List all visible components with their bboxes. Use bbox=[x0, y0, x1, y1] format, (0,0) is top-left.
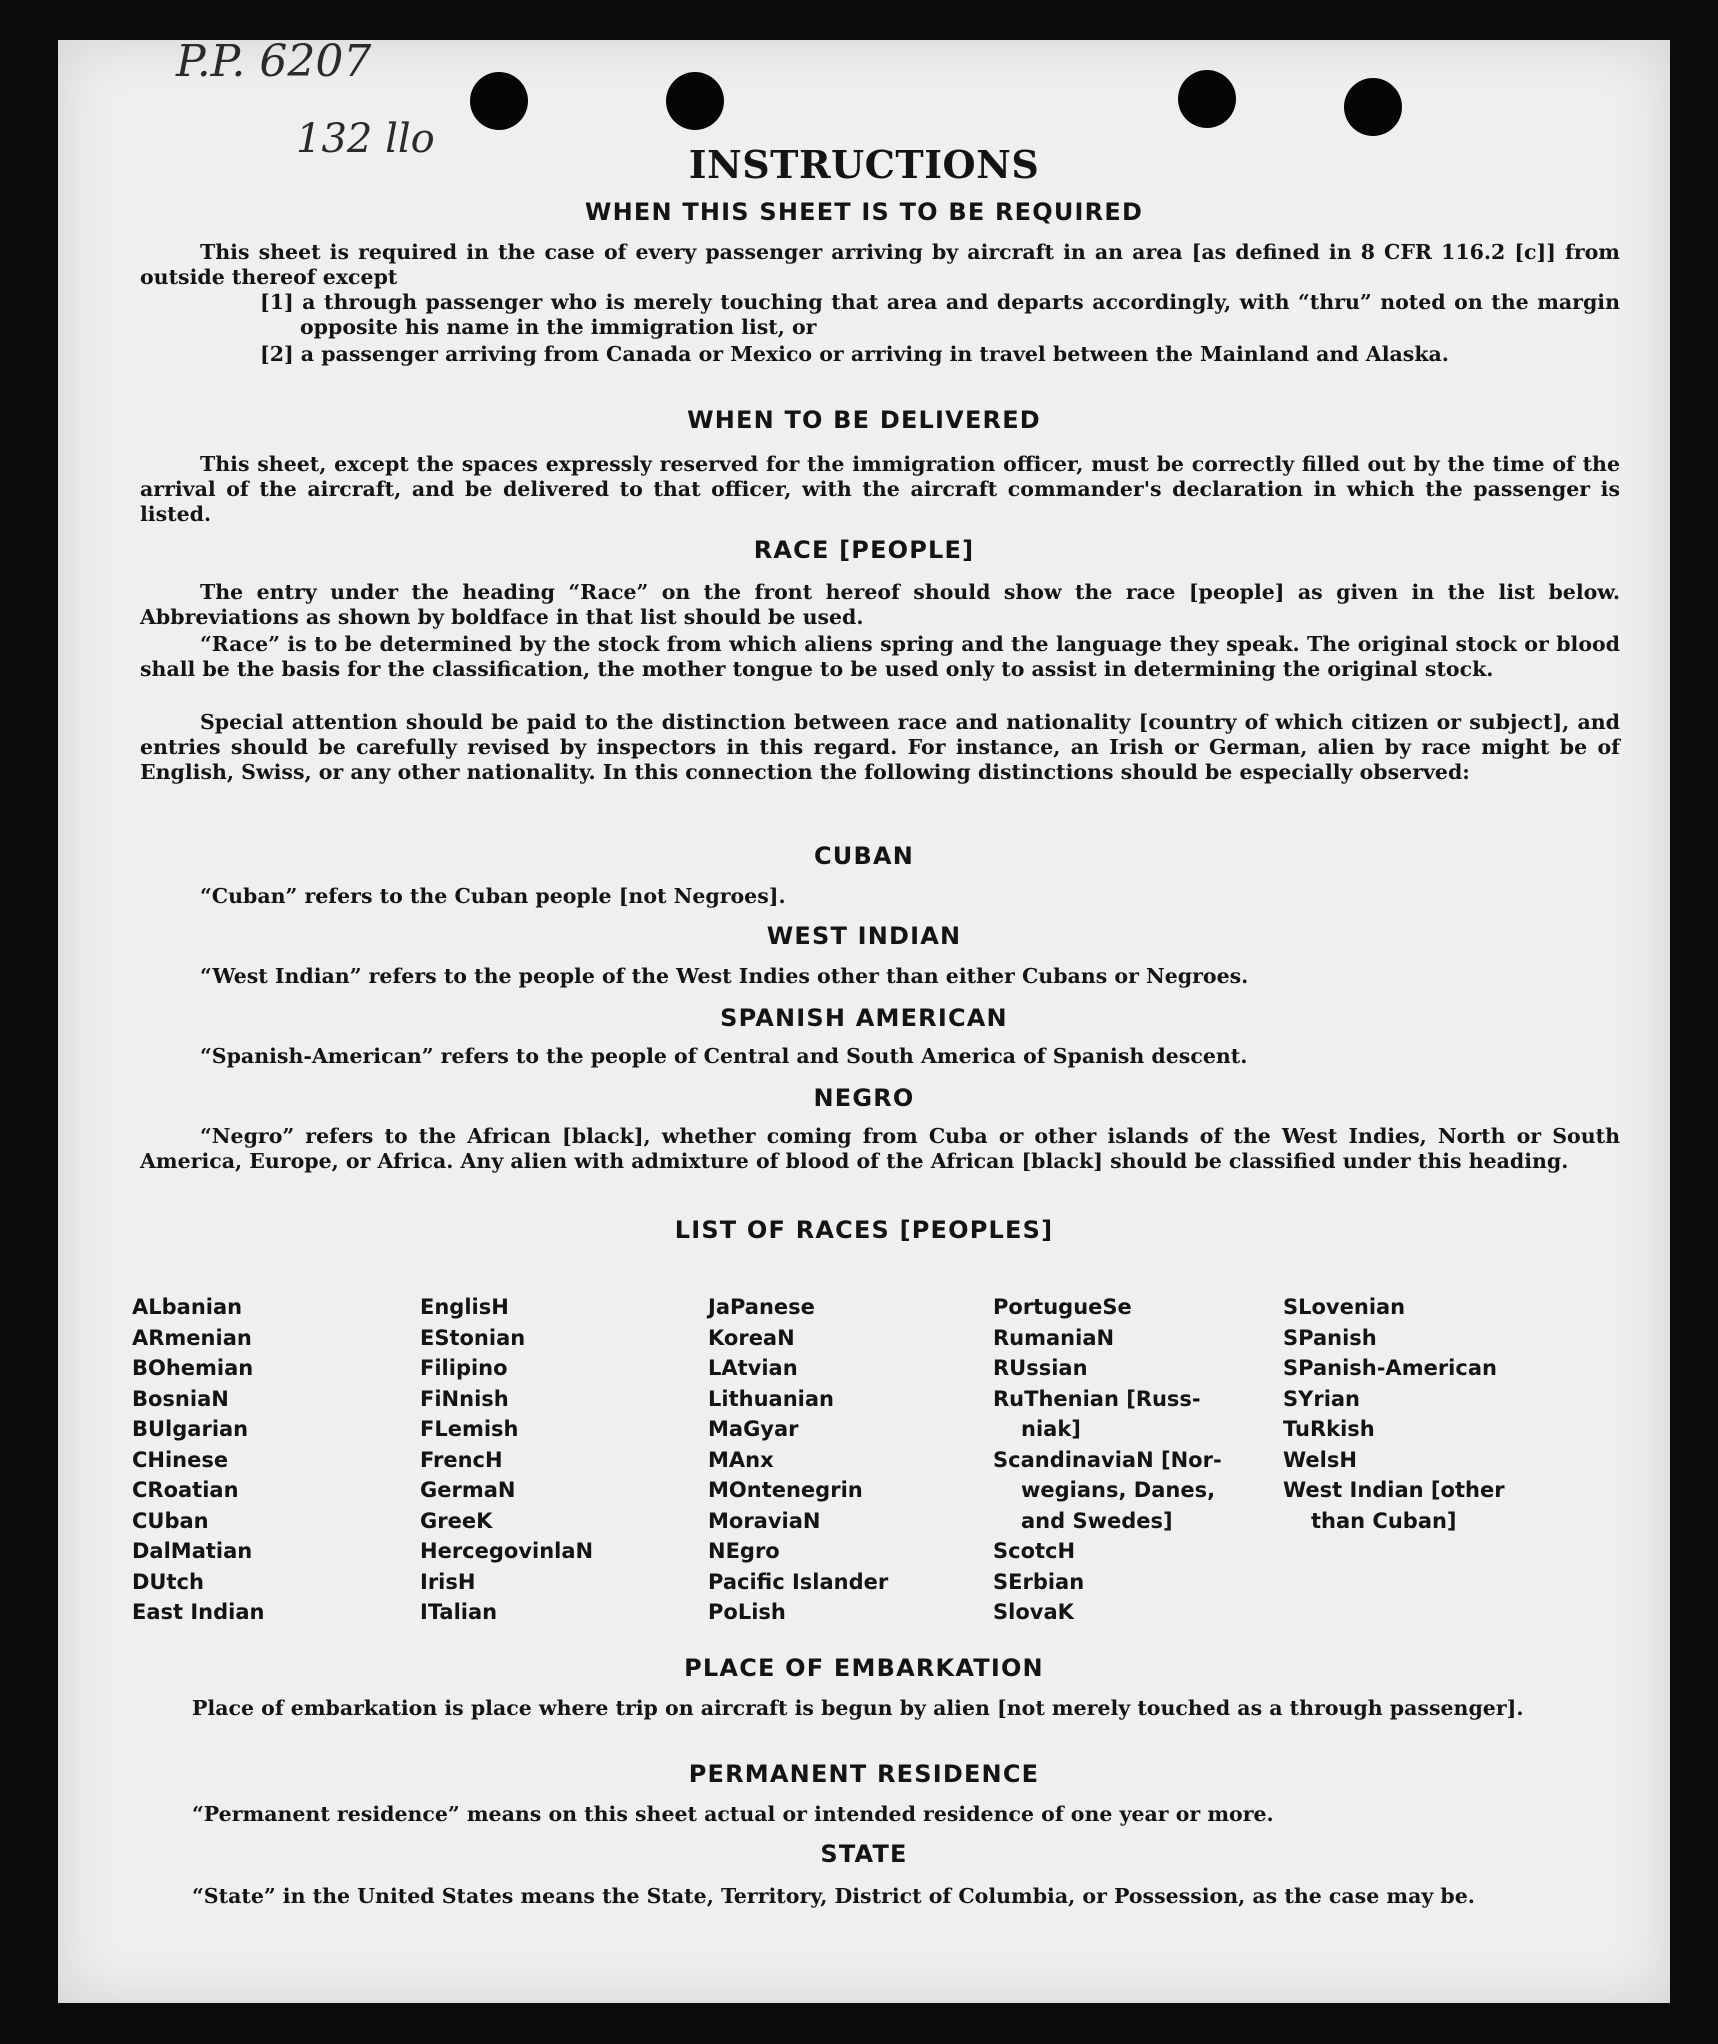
race-column bbox=[132, 1292, 420, 1628]
race-item: GermaN bbox=[420, 1478, 516, 1502]
race-item: FLemish bbox=[420, 1417, 519, 1441]
race-column bbox=[420, 1292, 708, 1628]
section-heading: RACE [PEOPLE] bbox=[753, 536, 975, 564]
paragraph: “Negro” refers to the African [black], whether coming from Cuba or other islands of the West Indies, North or South America, Europe, or Africa. Any alien with admixture of blood of the African [black] should be classified under this heading. bbox=[140, 1124, 1620, 1173]
race-item: LAtvian bbox=[708, 1356, 798, 1380]
race-item: Filipino bbox=[420, 1356, 508, 1380]
race-item: SYrian bbox=[1283, 1386, 1361, 1411]
race-item: BUlgarian bbox=[132, 1417, 249, 1441]
race-item: and Swedes] bbox=[1021, 1508, 1173, 1533]
race-item: ITalian bbox=[420, 1600, 498, 1624]
race-item: SPanish bbox=[1283, 1325, 1377, 1350]
race-item: TuRkish bbox=[1283, 1417, 1375, 1441]
race-item: FrencH bbox=[420, 1447, 503, 1472]
race-column bbox=[993, 1292, 1283, 1628]
section-heading: STATE bbox=[820, 1840, 908, 1868]
section-heading: SPANISH AMERICAN bbox=[720, 1004, 1008, 1032]
race-item: ALbanian bbox=[132, 1295, 243, 1319]
race-item: West Indian [other bbox=[1283, 1478, 1505, 1502]
race-item: RumaniaN bbox=[993, 1325, 1115, 1350]
race-item: SErbian bbox=[993, 1569, 1085, 1594]
race-item: MaGyar bbox=[708, 1417, 799, 1441]
race-item: IrisH bbox=[420, 1569, 476, 1594]
section-heading: PLACE OF EMBARKATION bbox=[684, 1654, 1044, 1682]
section-heading: WHEN THIS SHEET IS TO BE REQUIRED bbox=[584, 198, 1144, 226]
race-column bbox=[708, 1292, 993, 1628]
paragraph: Special attention should be paid to the distinction between race and nationality [country of which citizen or subject], and entries should be carefully revised by inspectors in this regard. For instance, an Irish or German, alien by race might be of English, Swiss, or any other nationality. In this connection the following distinctions should be especially observed: bbox=[140, 710, 1620, 784]
race-item: EnglisH bbox=[420, 1295, 509, 1319]
race-item: ScotcH bbox=[993, 1539, 1076, 1563]
race-item: MOntenegrin bbox=[708, 1478, 863, 1502]
race-list bbox=[132, 1292, 1592, 1628]
race-item: Lithuanian bbox=[708, 1386, 834, 1411]
paragraph: “Race” is to be determined by the stock from which aliens spring and the language they speak. The original stock or blood shall be the basis for the classification, the mother tongue to be used only to assist in determining the original stock. bbox=[140, 632, 1620, 681]
section-heading: LIST OF RACES [PEOPLES] bbox=[674, 1216, 1054, 1244]
paragraph: “Spanish-American” refers to the people of Central and South America of Spanish descent. bbox=[200, 1044, 1248, 1068]
list-item: [2] a passenger arriving from Canada or Mexico or arriving in travel between the Mainland and Alaska. bbox=[260, 342, 1449, 366]
race-item: East Indian bbox=[132, 1600, 265, 1624]
race-item: niak] bbox=[1021, 1417, 1081, 1441]
document-sheet bbox=[58, 40, 1670, 2003]
race-item: SPanish-American bbox=[1283, 1356, 1497, 1380]
race-item: CUban bbox=[132, 1508, 209, 1533]
paragraph: “Permanent residence” means on this sheet actual or intended residence of one year or more. bbox=[192, 1802, 1274, 1826]
race-item: EStonian bbox=[420, 1325, 526, 1350]
race-item: PortugueSe bbox=[993, 1295, 1132, 1319]
page-title: INSTRUCTIONS bbox=[688, 142, 1040, 187]
punch-hole bbox=[666, 72, 724, 130]
race-item: DUtch bbox=[132, 1569, 204, 1594]
race-item: RuThenian [Russ- bbox=[993, 1386, 1201, 1411]
paragraph: “West Indian” refers to the people of the West Indies other than either Cubans or Negroes. bbox=[200, 964, 1249, 988]
paragraph: “State” in the United States means the State, Territory, District of Columbia, or Possession, as the case may be. bbox=[192, 1884, 1475, 1908]
race-item: RUssian bbox=[993, 1356, 1088, 1380]
handwritten-note: 132 llo bbox=[296, 116, 435, 162]
race-item: ScandinaviaN [Nor- bbox=[993, 1447, 1222, 1472]
list-item: [1] a through passenger who is merely touching that area and departs accordingly, with “thru” noted on the margin opposite his name in the immigration list, or bbox=[260, 290, 1620, 339]
paragraph: This sheet is required in the case of every passenger arriving by aircraft in an area [as defined in 8 CFR 116.2 [c]] from outside thereof except bbox=[140, 240, 1620, 289]
paragraph: Place of embarkation is place where trip on aircraft is begun by alien [not merely touched as a through passenger]. bbox=[192, 1696, 1524, 1720]
race-item: MoraviaN bbox=[708, 1508, 821, 1533]
punch-hole bbox=[1178, 70, 1236, 128]
race-item: GreeK bbox=[420, 1508, 493, 1533]
race-item: NEgro bbox=[708, 1539, 780, 1563]
race-item: BosniaN bbox=[132, 1386, 229, 1411]
section-heading: WEST INDIAN bbox=[766, 922, 962, 950]
race-item: JaPanese bbox=[708, 1295, 815, 1319]
section-heading: PERMANENT RESIDENCE bbox=[688, 1760, 1040, 1788]
race-item: KoreaN bbox=[708, 1325, 795, 1350]
race-item: than Cuban] bbox=[1311, 1508, 1457, 1533]
race-item: MAnx bbox=[708, 1447, 774, 1472]
section-heading: CUBAN bbox=[813, 842, 915, 870]
race-item: HercegovinlaN bbox=[420, 1539, 594, 1563]
race-item: DalMatian bbox=[132, 1539, 253, 1563]
race-item: wegians, Danes, bbox=[1021, 1478, 1216, 1502]
race-item: CRoatian bbox=[132, 1478, 239, 1502]
punch-hole bbox=[1344, 78, 1402, 136]
race-item: SlovaK bbox=[993, 1600, 1074, 1624]
race-item: WelsH bbox=[1283, 1447, 1357, 1472]
race-item: BOhemian bbox=[132, 1356, 254, 1380]
race-column bbox=[1283, 1292, 1583, 1628]
section-heading: WHEN TO BE DELIVERED bbox=[687, 406, 1041, 434]
race-item: ARmenian bbox=[132, 1325, 252, 1350]
handwritten-note: P.P. 6207 bbox=[176, 40, 372, 87]
race-item: CHinese bbox=[132, 1447, 229, 1472]
race-item: PoLish bbox=[708, 1600, 786, 1624]
section-heading: NEGRO bbox=[813, 1084, 915, 1112]
punch-hole bbox=[470, 72, 528, 130]
race-item: SLovenian bbox=[1283, 1295, 1406, 1319]
paragraph: The entry under the heading “Race” on the front hereof should show the race [people] as given in the list below. Abbreviations as shown by boldface in that list should be used. bbox=[140, 580, 1620, 629]
paragraph: This sheet, except the spaces expressly reserved for the immigration officer, must be correctly filled out by the time of the arrival of the aircraft, and be delivered to that officer, with the aircraft commander's declaration in which the passenger is listed. bbox=[140, 452, 1620, 526]
race-item: FiNnish bbox=[420, 1386, 509, 1411]
paragraph: “Cuban” refers to the Cuban people [not Negroes]. bbox=[200, 884, 786, 908]
race-item: Pacific Islander bbox=[708, 1569, 889, 1594]
